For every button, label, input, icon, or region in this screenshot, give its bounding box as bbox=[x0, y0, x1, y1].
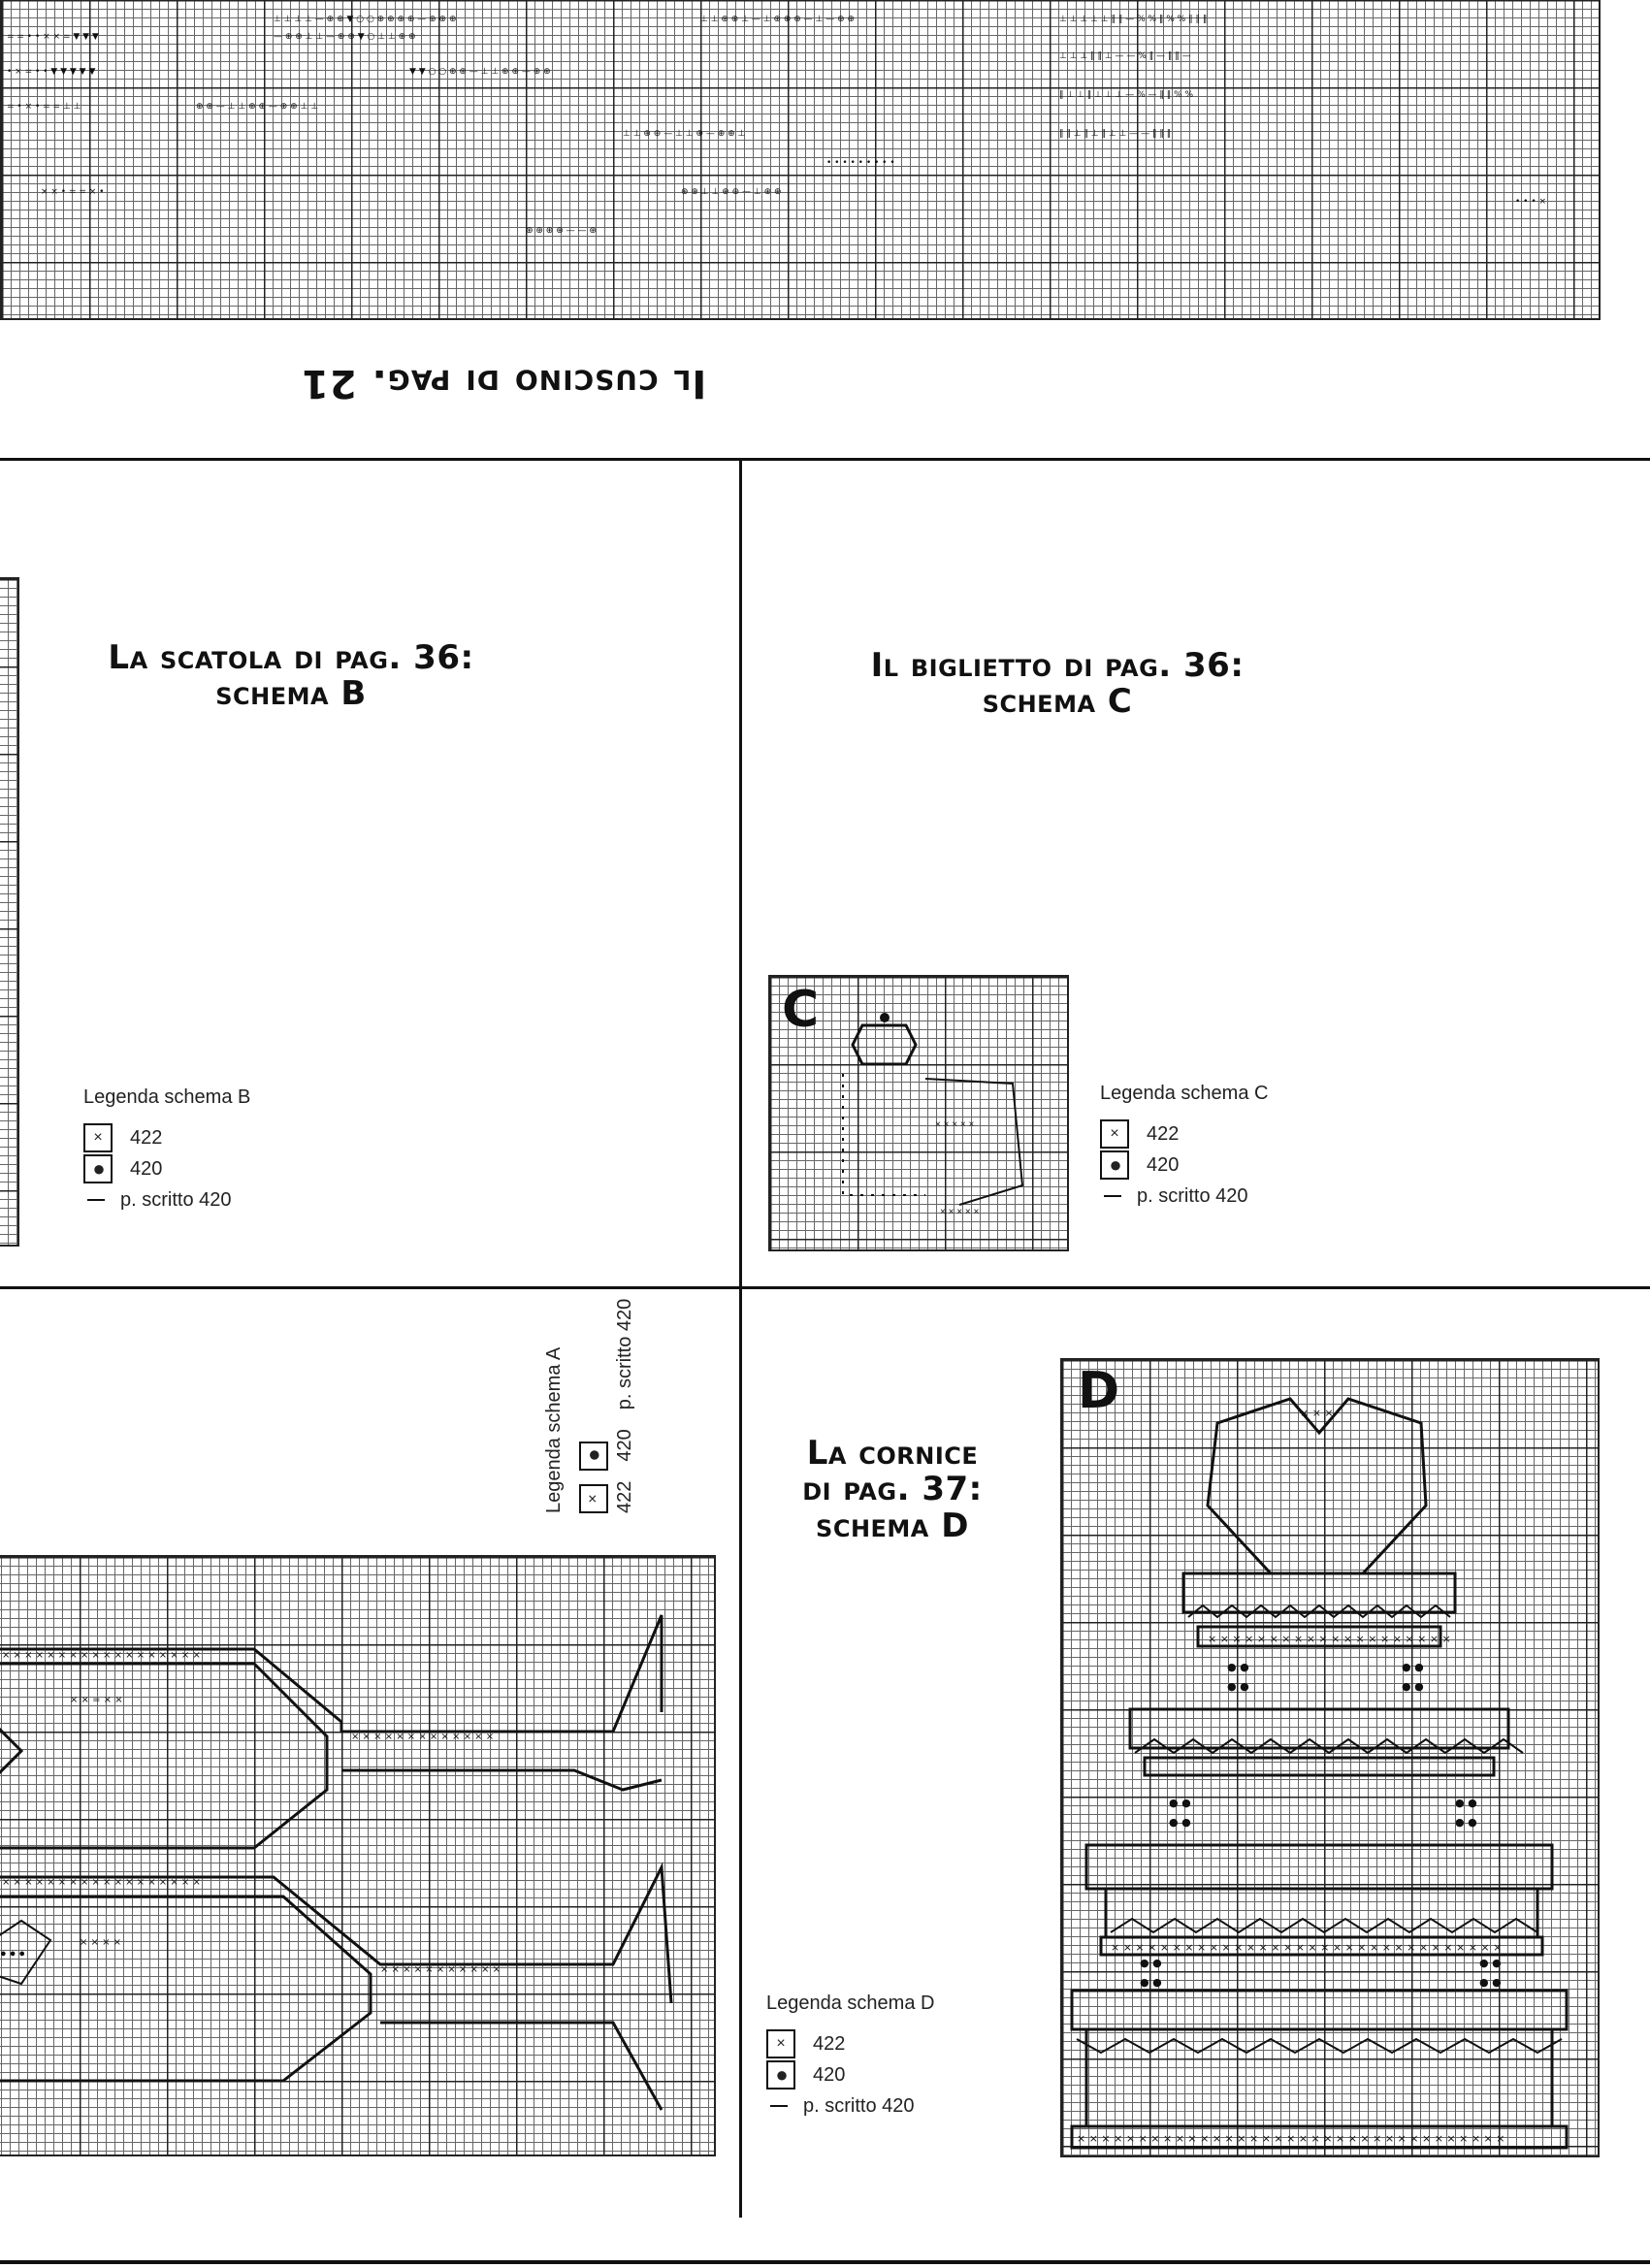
legend-row bbox=[1100, 1150, 1268, 1181]
cushion-chart-symbols bbox=[2, 0, 1602, 320]
schema-d-title-line2: di pag. 37: bbox=[802, 1470, 983, 1509]
legend-code: 422 bbox=[130, 1126, 163, 1149]
schema-a-legend bbox=[543, 1299, 636, 1513]
svg-text:● ●: ● ● bbox=[1140, 1957, 1162, 1969]
svg-text:⊥ ⊥ ⊥ ‖ ‖ ⊥ — — % ‖ — ‖ ‖ —: ⊥ ⊥ ⊥ ‖ ‖ ⊥ — — % ‖ — ‖ ‖ — bbox=[1059, 51, 1191, 61]
schema-d-legend-title: Legenda schema D bbox=[766, 1993, 935, 2014]
schema-b-chart-edge bbox=[0, 577, 19, 1247]
legend-row bbox=[83, 1122, 250, 1153]
svg-text:● ●: ● ● bbox=[1455, 1797, 1477, 1809]
svg-text:● ●: ● ● bbox=[1169, 1797, 1191, 1809]
svg-text:• • • • • • • • •: • • • • • • • • • bbox=[826, 158, 895, 168]
schema-a-chart bbox=[0, 1555, 716, 2156]
schema-d-title bbox=[766, 1436, 1019, 1544]
svg-text:× × × × ×: × × × × × bbox=[940, 1207, 980, 1217]
divider-top bbox=[0, 458, 1650, 461]
dot-stitch-icon: ● bbox=[1100, 1150, 1129, 1180]
legend-code: 422 bbox=[614, 1480, 635, 1513]
backstitch-icon bbox=[770, 2105, 788, 2107]
svg-text:⊥ ⊥ ⊥ ⊥ — ⊕ ⊕ ▼ ○ ○ ⊕ ⊕ ⊕ ⊕ —: ⊥ ⊥ ⊥ ⊥ — ⊕ ⊕ ▼ ○ ○ ⊕ ⊕ ⊕ ⊕ — ⊕ ⊕ ⊕ bbox=[274, 15, 457, 24]
svg-text:× × = × ×: × × = × × bbox=[70, 1695, 123, 1705]
schema-d-title-line1: La cornice bbox=[806, 1434, 979, 1473]
svg-text:× × × × × × × × × × × × × × ×: × × × × × × × × × × × × × × × × × × bbox=[2, 1650, 201, 1661]
schema-b-title-line2: schema B bbox=[215, 674, 367, 714]
svg-text:‖ ⊥ ⊥ ‖ ⊥ ⊥ ⊥ — % — ‖ ‖ % %: ‖ ⊥ ⊥ ‖ ⊥ ⊥ ⊥ — % — ‖ ‖ % % bbox=[1059, 90, 1194, 100]
svg-text:• × = • • ▼ ▼ ▼ ▼ ▼: • × = • • ▼ ▼ ▼ ▼ ▼ bbox=[7, 67, 96, 77]
schema-c-title-line2: schema C bbox=[982, 682, 1133, 722]
cushion-title-flipped: Il cuscino di pag. 21 bbox=[301, 361, 707, 405]
schema-d-legend bbox=[766, 1993, 934, 2122]
legend-code: p. scritto 420 bbox=[803, 2094, 915, 2117]
schema-d-motif bbox=[1062, 1360, 1598, 2155]
schema-c-title-line1: Il biglietto di pag. 36: bbox=[870, 646, 1245, 685]
svg-text:× × × × × × × × × × ×: × × × × × × × × × × × bbox=[380, 1964, 501, 1975]
dot-stitch-icon: ● bbox=[766, 2060, 795, 2090]
svg-text:= = • • × × = ▼ ▼ ▼: = = • • × × = ▼ ▼ ▼ bbox=[7, 32, 99, 42]
schema-a-legend-codes bbox=[614, 1299, 636, 1513]
svg-text:× × × × × × × × × × × × ×: × × × × × × × × × × × × × bbox=[351, 1732, 495, 1742]
svg-text:● ●: ● ● bbox=[1455, 1816, 1477, 1829]
cross-stitch-icon: × bbox=[83, 1123, 113, 1152]
cushion-chart-grid bbox=[0, 0, 1601, 320]
svg-text:⊕ ⊕ ⊕ ⊕ — — ⊕: ⊕ ⊕ ⊕ ⊕ — — ⊕ bbox=[526, 226, 597, 236]
schema-b-title bbox=[39, 640, 543, 713]
svg-text:● ●: ● ● bbox=[1479, 1976, 1502, 1989]
schema-c-legend bbox=[1100, 1083, 1268, 1212]
legend-code: 422 bbox=[813, 2032, 846, 2055]
svg-text:× × × × × × × × × × × × × × ×: × × × × × × × × × × × × × × × × × × × × × × × × × × × × × × × × bbox=[1111, 1941, 1503, 1954]
legend-code: 420 bbox=[130, 1157, 163, 1180]
backstitch-icon bbox=[1104, 1195, 1121, 1197]
svg-text:‖ ‖ ⊥ ‖ ⊥ ‖ ⊥ ⊥ — — ‖ ‖ ‖: ‖ ‖ ⊥ ‖ ⊥ ‖ ⊥ ⊥ — — ‖ ‖ ‖ bbox=[1059, 129, 1172, 139]
schema-c-title bbox=[795, 648, 1319, 721]
svg-text:• • • ×: • • • × bbox=[1515, 197, 1547, 207]
svg-text:● ● ●: ● ● ● bbox=[0, 1948, 26, 1960]
legend-code: 420 bbox=[813, 2063, 846, 2086]
svg-text:● ●: ● ● bbox=[1402, 1680, 1424, 1693]
legend-row bbox=[766, 2028, 934, 2059]
divider-bottom bbox=[0, 2260, 1650, 2264]
schema-a-legend-title: Legenda schema A bbox=[543, 1346, 565, 1513]
svg-text:⊕ ⊕ — ⊥ ⊥ ⊕ ⊕ — ⊕ ⊕ ⊥ ⊥: ⊕ ⊕ — ⊥ ⊥ ⊕ ⊕ — ⊕ ⊕ ⊥ ⊥ bbox=[196, 102, 319, 112]
cross-stitch-icon: × bbox=[766, 2029, 795, 2058]
divider-middle bbox=[0, 1286, 1650, 1289]
schema-c-letter: C bbox=[782, 981, 820, 1039]
legend-code: 420 bbox=[1147, 1153, 1180, 1176]
schema-b-title-line1: La scatola di pag. 36: bbox=[108, 638, 474, 677]
svg-text:⊕ ⊕ ⊥ ⊥ ⊕ ⊕ — ⊥ ⊕ ⊕: ⊕ ⊕ ⊥ ⊥ ⊕ ⊕ — ⊥ ⊕ ⊕ bbox=[681, 187, 782, 197]
schema-c-chart bbox=[768, 975, 1069, 1251]
legend-row bbox=[1100, 1118, 1268, 1150]
svg-text:⊥ ⊥ ⊥ ⊥ ⊥ ‖ ‖ — % % ‖ % % ‖ ‖: ⊥ ⊥ ⊥ ⊥ ⊥ ‖ ‖ — % % ‖ % % ‖ ‖ ‖ bbox=[1059, 15, 1208, 24]
legend-code: 422 bbox=[1147, 1122, 1180, 1145]
svg-text:● ●: ● ● bbox=[1169, 1816, 1191, 1829]
schema-a-legend-row bbox=[579, 1299, 608, 1513]
schema-d-title-line3: schema D bbox=[816, 1506, 969, 1545]
schema-b-legend bbox=[83, 1086, 250, 1215]
svg-text:● ●: ● ● bbox=[1479, 1957, 1502, 1969]
legend-row bbox=[1100, 1181, 1268, 1212]
legend-code: 420 bbox=[614, 1429, 635, 1462]
svg-text:⊥ ⊥ ⊕ ⊕ — ⊥ ⊥ ⊕ — ⊕ ⊕ ⊥: ⊥ ⊥ ⊕ ⊕ — ⊥ ⊥ ⊕ — ⊕ ⊕ ⊥ bbox=[623, 129, 746, 139]
divider-center bbox=[739, 460, 742, 2218]
dot-stitch-icon: ● bbox=[83, 1154, 113, 1183]
svg-text:× × × × × × × × × × × × × × ×: × × × × × × × × × × × × × × × × × × × × bbox=[1208, 1633, 1451, 1645]
cross-stitch-icon: × bbox=[579, 1484, 608, 1513]
svg-text:× × × × × × × × × × × × × × ×: × × × × × × × × × × × × × × × × × × × × × × × × × × × × × × × × × × × bbox=[1077, 2132, 1505, 2145]
svg-text:= • × • = = ⊥ ⊥: = • × • = = ⊥ ⊥ bbox=[7, 102, 81, 112]
legend-row bbox=[766, 2059, 934, 2090]
schema-c-legend-title: Legenda schema C bbox=[1100, 1083, 1269, 1104]
cross-stitch-icon: × bbox=[1100, 1119, 1129, 1149]
legend-row bbox=[766, 2090, 934, 2122]
svg-text:▼ ▼ ○ ○ ⊕ ⊕ — ⊥ ⊥ ⊕ ⊕ — ⊕ ⊕: ▼ ▼ ○ ○ ⊕ ⊕ — ⊥ ⊥ ⊕ ⊕ — ⊕ ⊕ bbox=[409, 67, 551, 77]
legend-row bbox=[83, 1184, 250, 1215]
svg-text:× × ×: × × × bbox=[1300, 1407, 1334, 1419]
schema-d-letter: D bbox=[1078, 1362, 1120, 1420]
legend-row bbox=[83, 1153, 250, 1184]
svg-text:× × × × ×: × × × × × bbox=[935, 1119, 975, 1130]
svg-text:● ●: ● ● bbox=[1140, 1976, 1162, 1989]
dot-stitch-icon: ● bbox=[579, 1442, 608, 1471]
svg-text:● ●: ● ● bbox=[1227, 1661, 1249, 1673]
backstitch-icon bbox=[87, 1199, 105, 1201]
svg-text:● ●: ● ● bbox=[1402, 1661, 1424, 1673]
svg-text:— ⊕ ⊕ ⊥ ⊥ — ⊕ ⊕ ▼ ○ ⊥ ⊥ ⊕ ⊕: — ⊕ ⊕ ⊥ ⊥ — ⊕ ⊕ ▼ ○ ⊥ ⊥ ⊕ ⊕ bbox=[274, 32, 416, 42]
svg-text:× × × ×: × × × × bbox=[80, 1937, 122, 1948]
legend-code: p. scritto 420 bbox=[120, 1188, 232, 1211]
svg-text:× × × × × × × × × × × × × × ×: × × × × × × × × × × × × × × × × × × bbox=[2, 1877, 201, 1888]
legend-code: p. scritto 420 bbox=[1137, 1184, 1248, 1207]
schema-d-chart bbox=[1060, 1358, 1600, 2157]
legend-code: p. scritto 420 bbox=[614, 1298, 635, 1410]
svg-text:× × • = = × •: × × • = = × • bbox=[41, 187, 105, 197]
svg-text:● ●: ● ● bbox=[1227, 1680, 1249, 1693]
schema-a-motif bbox=[0, 1557, 714, 2155]
svg-text:⊥ ⊥ ⊕ ⊕ ⊥ — ⊥ ⊕ ⊕ ⊕ — ⊥ — ⊕ ⊕: ⊥ ⊥ ⊕ ⊕ ⊥ — ⊥ ⊕ ⊕ ⊕ — ⊥ — ⊕ ⊕ bbox=[700, 15, 856, 24]
schema-b-legend-title: Legenda schema B bbox=[83, 1086, 251, 1108]
